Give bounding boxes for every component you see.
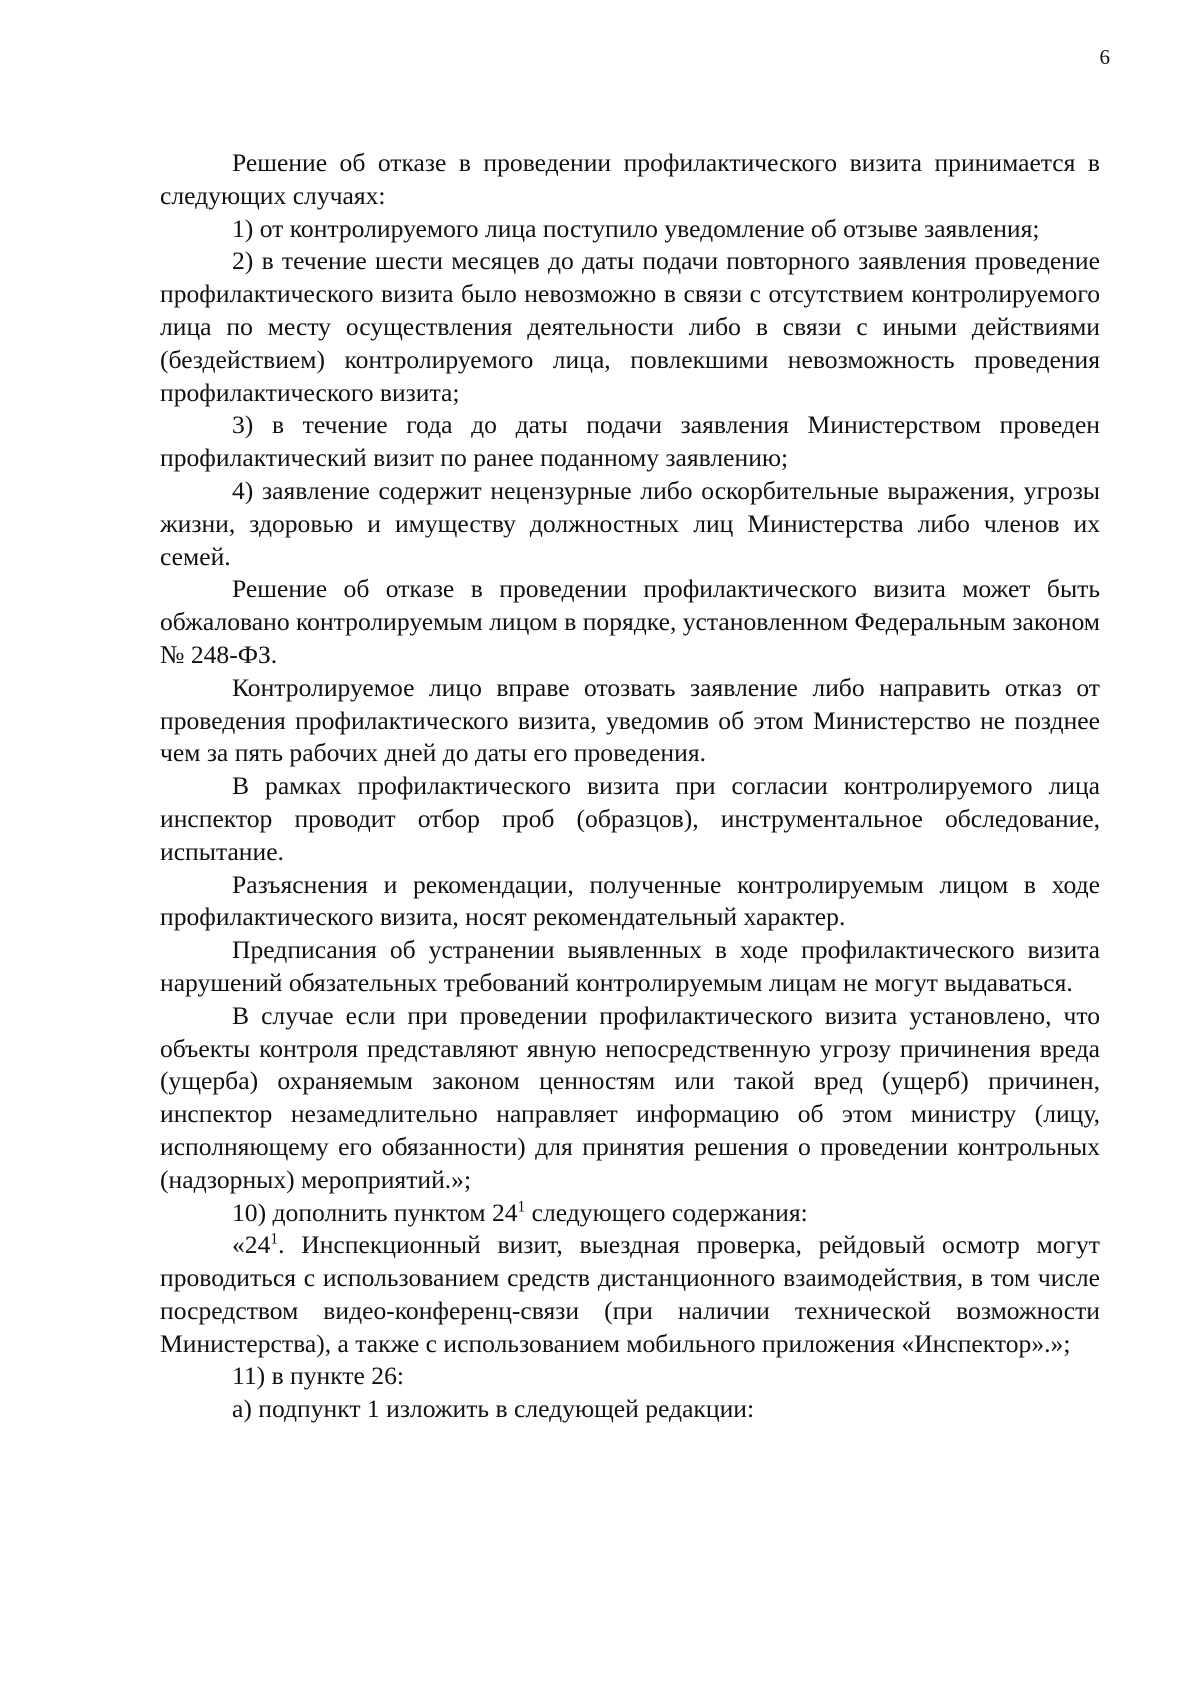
paragraph-recommendations: Разъяснения и рекомендации, полученные контролируемым лицом в ходе профилактического визита, носят рекомендательный характер.	[160, 869, 1100, 932]
page-number: 6	[1099, 45, 1110, 69]
paragraph-prescriptions: Предписания об устранении выявленных в ходе профилактического визита нарушений обязательных требований контролируемым лицам не могут выдаваться.	[160, 935, 1100, 997]
paragraph-withdrawal: Контролируемое лицо вправе отозвать заявление либо направить отказ от проведения профилактического визита, уведомив об этом Министерство не позднее чем за пять рабочих дней до даты его проведения.	[160, 672, 1100, 768]
paragraph-subitem-a: а) подпункт 1 изложить в следующей редакции:	[232, 1394, 755, 1424]
clause-24-1-text-start: «24	[232, 1230, 271, 1260]
paragraph-threat: В случае если при проведении профилактического визита установлено, что объекты контроля представляют явную непосредственную угрозу причинения вреда (ущерба) охраняемым законом ценностям или такой вред (ущерб) причинен, инспектор незамедлительно направляет информацию об этом министру (лицу, исполняющему его обязанности) для принятия решения о проведении контрольных (надзорных) мероприятий.»;	[160, 1000, 1100, 1194]
paragraph-item-10	[160, 1197, 1100, 1230]
paragraph-item-2: 2) в течение шести месяцев до даты подачи повторного заявления проведение профилактического визита было невозможно в связи с отсутствием контролируемого лица по месту осуществления деятельности либо в связи с иными действиями (бездействием) контролируемого лица, повлекшими невозможность проведения профилактического визита;	[160, 246, 1100, 407]
paragraph-sampling: В рамках профилактического визита при согласии контролируемого лица инспектор проводит отбор проб (образцов), инструментальное обследование, испытание.	[160, 771, 1100, 866]
item-10-text-start: 10) дополнить пунктом 24	[232, 1197, 518, 1227]
clause-24-1-text-end: . Инспекционный визит, выездная проверка, рейдовый осмотр могут проводиться с использованием средств дистанционного взаимодействия, в том числе посредством видео-конференц-связи (при наличии технической возможности Министерства), а также с использованием мобильного приложения «Инспектор».»;	[160, 1230, 1100, 1358]
clause-24-1-superscript: 1	[270, 1230, 279, 1248]
item-10-superscript: 1	[517, 1197, 526, 1215]
paragraph-item-11: 11) в пункте 26:	[232, 1361, 404, 1391]
paragraph-clause-24-1	[160, 1229, 1100, 1360]
paragraph-item-4: 4) заявление содержит нецензурные либо оскорбительные выражения, угрозы жизни, здоровью и имуществу должностных лиц Министерства либо членов их семей.	[160, 475, 1100, 571]
item-10-text-end: следующего содержания:	[525, 1197, 808, 1227]
paragraph-appeal: Решение об отказе в проведении профилактического визита может быть обжаловано контролируемым лицом в порядке, установленном Федеральным законом № 248-ФЗ.	[160, 574, 1100, 669]
paragraph-item-1: 1) от контролируемого лица поступило уведомление об отзыве заявления;	[232, 213, 1040, 243]
document-body	[160, 147, 1100, 1426]
paragraph-item-3: 3) в течение года до даты подачи заявления Министерством проведен профилактический визит по ранее поданному заявлению;	[160, 410, 1100, 473]
paragraph-refusal-decision: Решение об отказе в проведении профилактического визита принимается в следующих случаях:	[160, 148, 1100, 210]
